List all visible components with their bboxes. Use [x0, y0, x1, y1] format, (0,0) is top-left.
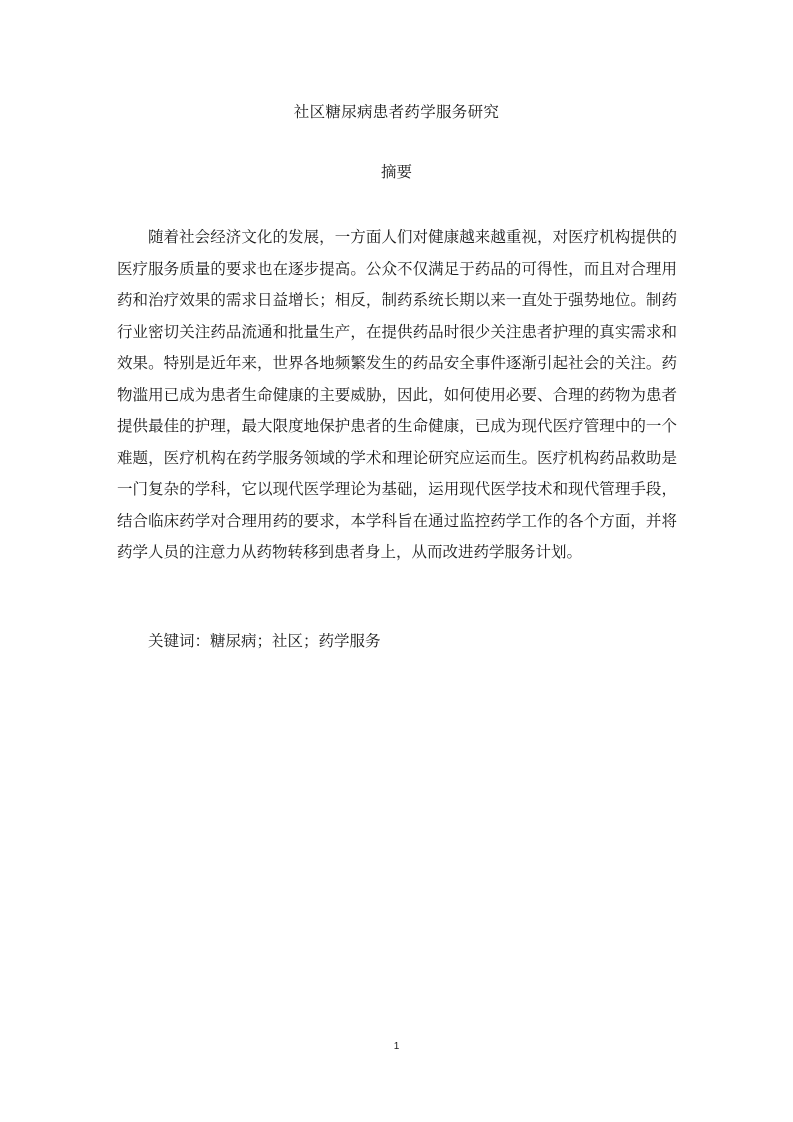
page-number: 1 — [393, 1041, 400, 1052]
abstract-heading: 摘要 — [380, 163, 412, 181]
abstract-paragraph: 随着社会经济文化的发展，一方面人们对健康越来越重视，对医疗机构提供的医疗服务质量的要求也在逐步提高。公众不仅满足于药品的可得性，而且对合理用药和治疗效果的需求日益增长；相反，制药系统长期以来一直处于强势地位。制药行业密切关注药品流通和批量生产，在提供药品时很少关注患者护理的真实需求和效果。特别是近年来，世界各地频繁发生的药品安全事件逐渐引起社会的关注。药物滥用已成为患者生命健康的主要威胁，因此，如何使用必要、合理的药物为患者提供最佳的护理，最大限度地保护患者的生命健康，已成为现代医疗管理中的一个难题，医疗机构在药学服务领域的学术和理论研究应运而生。医疗机构药品救助是一门复杂的学科，它以现代医学理论为基础，运用现代医学技术和现代管理手段，结合临床药学对合理用药的要求，本学科旨在通过监控药学工作的各个方面，并将药学人员的注意力从药物转移到患者身上，从而改进药学服务计划。 — [117, 228, 677, 561]
keywords-line: 关键词：糖尿病；社区；药学服务 — [148, 632, 381, 650]
paper-title: 社区糖尿病患者药学服务研究 — [293, 103, 500, 121]
